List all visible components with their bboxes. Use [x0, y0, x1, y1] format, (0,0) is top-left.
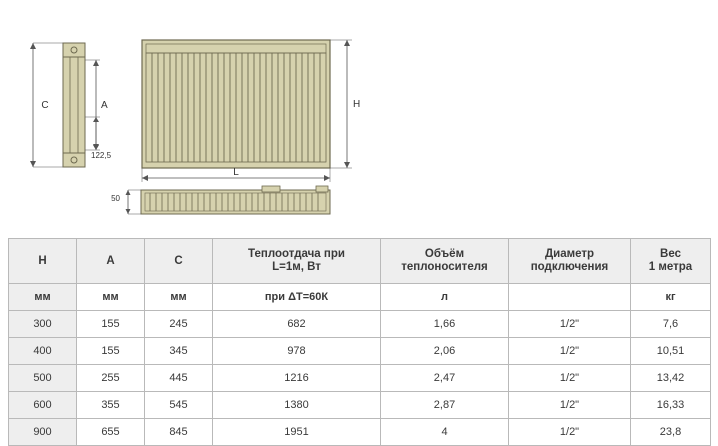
col-header-a-line1: A [106, 254, 115, 267]
cell-a: 655 [77, 419, 145, 446]
unit-connection-diameter [509, 284, 631, 311]
table-row [9, 338, 711, 365]
cell-a: 155 [77, 311, 145, 338]
table-row [9, 419, 711, 446]
unit-h: мм [9, 284, 77, 311]
cell-volume: 2,87 [381, 392, 509, 419]
col-header-a [77, 239, 145, 284]
label-122-5: 122,5 [91, 151, 112, 160]
col-header-connection-diameter-line1: Диаметр [544, 248, 595, 260]
cell-a: 255 [77, 365, 145, 392]
col-header-heat-output-line1: Теплоотдача при [248, 248, 345, 260]
cell-a: 155 [77, 338, 145, 365]
table-units-row [9, 284, 711, 311]
col-header-volume-line1: Объём [424, 248, 465, 260]
cell-connection-diameter: 1/2" [509, 311, 631, 338]
table-header [9, 239, 711, 284]
label-a: A [101, 100, 108, 111]
cell-c: 345 [145, 338, 213, 365]
side-view-group [30, 43, 112, 167]
cell-h: 500 [9, 365, 77, 392]
col-header-heat-output [213, 239, 381, 284]
label-h: H [353, 99, 361, 110]
col-header-weight-line2: 1 метра [648, 261, 693, 273]
cell-c: 245 [145, 311, 213, 338]
cell-h: 300 [9, 311, 77, 338]
label-l: L [233, 167, 239, 178]
col-header-weight [631, 239, 711, 284]
table-row [9, 311, 711, 338]
col-header-h-line1: H [38, 254, 47, 267]
col-header-volume-line2: теплоносителя [401, 261, 488, 273]
unit-heat-output: при ΔТ=60К [213, 284, 381, 311]
cell-heat-output: 1216 [213, 365, 381, 392]
cell-heat-output: 682 [213, 311, 381, 338]
cell-connection-diameter: 1/2" [509, 365, 631, 392]
cell-heat-output: 978 [213, 338, 381, 365]
table-body [9, 284, 711, 446]
cell-h: 900 [9, 419, 77, 446]
specification-table-container [8, 238, 710, 446]
cell-connection-diameter: 1/2" [509, 419, 631, 446]
cell-connection-diameter: 1/2" [509, 392, 631, 419]
col-header-h [9, 239, 77, 284]
cell-a: 355 [77, 392, 145, 419]
unit-weight: кг [631, 284, 711, 311]
col-header-connection-diameter-line2: подключения [530, 261, 609, 273]
table-row [9, 392, 711, 419]
table-row [9, 365, 711, 392]
label-50: 50 [111, 194, 120, 203]
cell-volume: 1,66 [381, 311, 509, 338]
cell-volume: 2,06 [381, 338, 509, 365]
cell-volume: 2,47 [381, 365, 509, 392]
cell-h: 600 [9, 392, 77, 419]
top-view-group [111, 186, 330, 214]
cell-volume: 4 [381, 419, 509, 446]
unit-a: мм [77, 284, 145, 311]
cell-weight: 10,51 [631, 338, 711, 365]
cell-h: 400 [9, 338, 77, 365]
unit-c: мм [145, 284, 213, 311]
col-header-c [145, 239, 213, 284]
cell-weight: 13,42 [631, 365, 711, 392]
cell-c: 545 [145, 392, 213, 419]
label-c: C [41, 100, 49, 111]
col-header-volume [381, 239, 509, 284]
cell-heat-output: 1380 [213, 392, 381, 419]
front-view-group [142, 40, 360, 182]
cell-weight: 23,8 [631, 419, 711, 446]
table-header-row [9, 239, 711, 284]
cell-weight: 7,6 [631, 311, 711, 338]
cell-weight: 16,33 [631, 392, 711, 419]
col-header-connection-diameter [509, 239, 631, 284]
col-header-heat-output-line2: L=1м, Вт [272, 261, 321, 273]
col-header-c-line1: C [174, 254, 183, 267]
cell-c: 445 [145, 365, 213, 392]
col-header-weight-line1: Вес [660, 248, 681, 260]
cell-connection-diameter: 1/2" [509, 338, 631, 365]
specification-table [8, 238, 711, 446]
cell-c: 845 [145, 419, 213, 446]
unit-volume: л [381, 284, 509, 311]
cell-heat-output: 1951 [213, 419, 381, 446]
